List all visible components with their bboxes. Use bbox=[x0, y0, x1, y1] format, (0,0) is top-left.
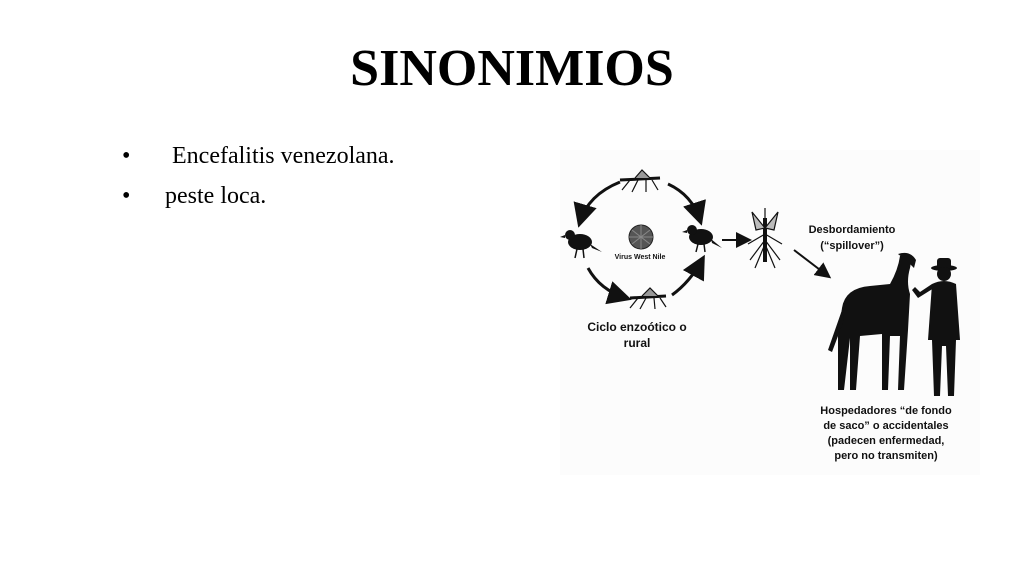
bullet-marker: • bbox=[122, 183, 131, 209]
transmission-cycle-figure bbox=[560, 150, 980, 475]
slide-title: SINONIMIOS bbox=[350, 40, 674, 97]
bird-right-icon bbox=[682, 225, 722, 252]
hosts-label-line: de saco” o accidentales bbox=[823, 420, 949, 432]
virus-label: Virus West Nile bbox=[614, 254, 666, 261]
cycle-label: Ciclo enzoótico o bbox=[587, 320, 687, 334]
arrow-bottom-left bbox=[588, 268, 626, 298]
virus-icon bbox=[629, 225, 653, 249]
cycle-sublabel: rural bbox=[623, 336, 651, 350]
horse-icon bbox=[828, 253, 916, 390]
mosquito-top-icon bbox=[620, 170, 660, 192]
mosquito-large-icon bbox=[748, 208, 782, 268]
arrow-top-right bbox=[668, 184, 700, 220]
man-icon bbox=[912, 258, 960, 396]
bullet-marker: • bbox=[122, 143, 131, 169]
hosts-label-line: (padecen enfermedad, bbox=[827, 435, 945, 447]
spillover-sublabel: (“spillover”) bbox=[820, 240, 884, 252]
hosts-label-line: pero no transmiten) bbox=[834, 450, 938, 462]
bullet-text: peste loca. bbox=[165, 183, 267, 209]
hosts-label-line: Hospedadores “de fondo bbox=[820, 405, 952, 417]
arrow-top-left bbox=[580, 182, 620, 222]
arrow-bottom-right bbox=[672, 260, 702, 295]
mosquito-bottom-icon bbox=[630, 288, 666, 309]
bullet-text: Encefalitis venezolana. bbox=[172, 143, 395, 169]
spillover-label: Desbordamiento bbox=[808, 224, 896, 236]
arrow-to-hosts bbox=[794, 250, 828, 276]
bird-left-icon bbox=[560, 230, 602, 258]
